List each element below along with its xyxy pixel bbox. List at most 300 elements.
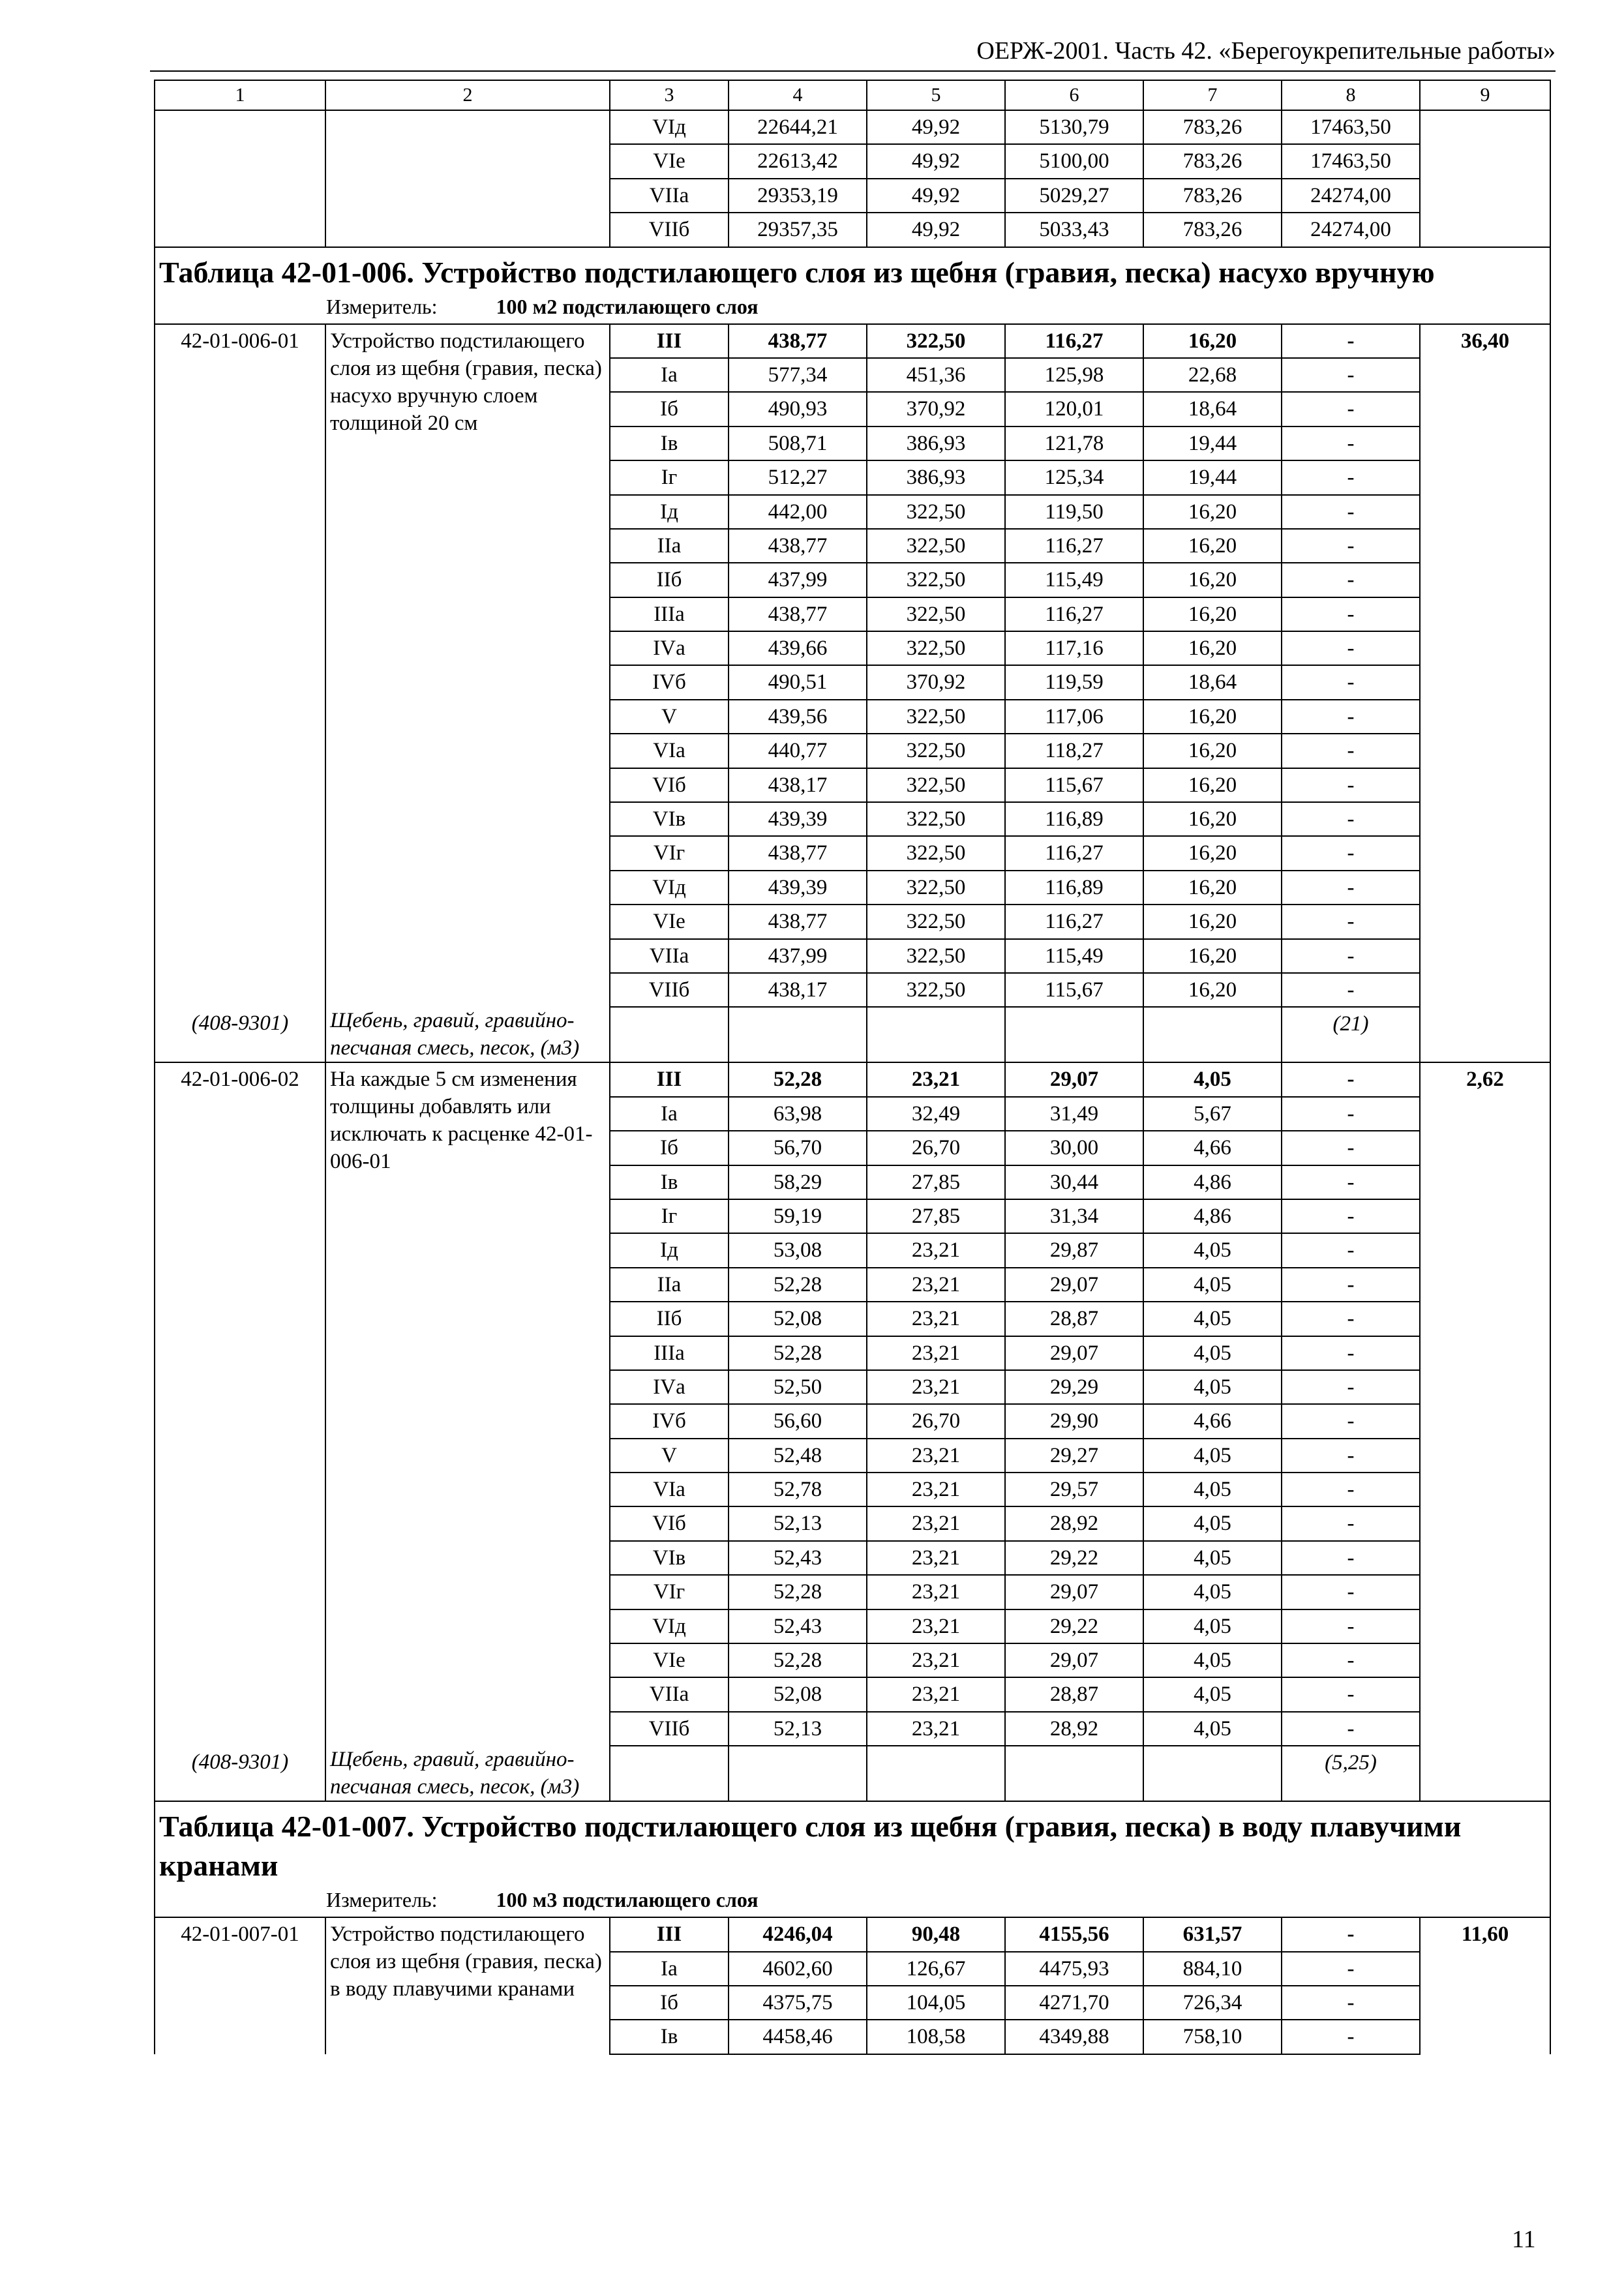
value-cell: 322,50 [867,324,1005,358]
value-cell: 884,10 [1143,1952,1282,1986]
value-cell: 116,89 [1005,802,1143,836]
value-cell: 117,06 [1005,700,1143,734]
value-cell: 90,48 [867,1917,1005,1951]
labor-cost: 36,40 [1420,324,1550,1008]
value-cell: 783,26 [1143,213,1282,247]
value-cell: 52,43 [729,1609,867,1643]
value-cell: 451,36 [867,358,1005,392]
value-cell: 29,07 [1005,1062,1143,1096]
value-cell: 16,20 [1143,871,1282,905]
value-cell: 29357,35 [729,213,867,247]
value-cell: 29,29 [1005,1370,1143,1404]
value-cell: 437,99 [729,939,867,973]
value-cell: 49,92 [867,144,1005,178]
value-cell: 119,50 [1005,495,1143,529]
empty-cell [729,1746,867,1801]
value-cell: 52,28 [729,1575,867,1609]
zone-cell: III [610,324,729,358]
value-cell: 16,20 [1143,802,1282,836]
header-divider [150,70,1556,72]
rate-code: 42-01-006-01 [155,324,325,1008]
zone-cell: Iв [610,426,729,460]
value-cell: 4246,04 [729,1917,867,1951]
zone-cell: VIб [610,1506,729,1540]
page-number: 11 [1512,2226,1536,2253]
value-cell: - [1282,939,1420,973]
value-cell: 115,49 [1005,939,1143,973]
value-cell: 116,27 [1005,529,1143,563]
value-cell: - [1282,1677,1420,1711]
value-cell: 490,93 [729,392,867,426]
unit-cell [155,1887,1550,1917]
value-cell: 31,34 [1005,1199,1143,1233]
value-cell: 52,48 [729,1439,867,1473]
value-cell: 322,50 [867,973,1005,1007]
value-cell: 438,77 [729,324,867,358]
value-cell: 439,56 [729,700,867,734]
zone-cell: IIб [610,1302,729,1336]
value-cell: 29,90 [1005,1404,1143,1438]
value-cell: 16,20 [1143,563,1282,597]
value-cell: - [1282,324,1420,358]
zone-cell: Iб [610,1986,729,2020]
zone-cell: Iг [610,460,729,494]
column-number-row [155,80,1550,110]
value-cell: 117,16 [1005,631,1143,665]
zone-cell: Iа [610,1952,729,1986]
zone-cell: VIа [610,1473,729,1506]
value-cell: 322,50 [867,700,1005,734]
zone-cell: VIа [610,734,729,768]
page-header [150,34,1556,73]
value-cell: 4,05 [1143,1712,1282,1746]
value-cell: 29,07 [1005,1575,1143,1609]
value-cell: - [1282,1370,1420,1404]
value-cell: 322,50 [867,871,1005,905]
zone-cell: VIд [610,110,729,144]
empty-cell [729,1007,867,1062]
table-row [155,1917,1550,1951]
labor-cost: 11,60 [1420,1917,1550,2054]
value-cell: - [1282,426,1420,460]
value-cell: - [1282,1268,1420,1302]
value-cell: 108,58 [867,2020,1005,2054]
zone-cell: VIIа [610,1677,729,1711]
value-cell: 104,05 [867,1986,1005,2020]
value-cell: - [1282,1506,1420,1540]
value-cell: 322,50 [867,836,1005,870]
rate-description: На каждые 5 см изменения толщины добавлять или исключать к расценке 42-01-006-01 [325,1062,610,1746]
value-cell: 23,21 [867,1677,1005,1711]
value-cell: - [1282,563,1420,597]
value-cell: 322,50 [867,631,1005,665]
unit-cell [155,293,1550,324]
zone-cell: Iв [610,2020,729,2054]
value-cell: 23,21 [867,1268,1005,1302]
value-cell: 52,28 [729,1268,867,1302]
value-cell: 22,68 [1143,358,1282,392]
value-cell: 577,34 [729,358,867,392]
value-cell: 4,05 [1143,1268,1282,1302]
empty-cell [867,1746,1005,1801]
zone-cell: VIд [610,871,729,905]
value-cell: 437,99 [729,563,867,597]
value-cell: 16,20 [1143,768,1282,802]
zone-cell: VIIб [610,1712,729,1746]
zone-cell: IIIа [610,597,729,631]
value-cell: 28,92 [1005,1506,1143,1540]
value-cell: 116,27 [1005,324,1143,358]
value-cell: - [1282,495,1420,529]
value-cell: 4349,88 [1005,2020,1143,2054]
value-cell: 31,49 [1005,1097,1143,1131]
value-cell: 438,77 [729,529,867,563]
zone-cell: IVа [610,631,729,665]
value-cell: 52,13 [729,1506,867,1540]
value-cell: 386,93 [867,426,1005,460]
value-cell: 438,17 [729,973,867,1007]
unit-label: Измеритель: [326,294,438,318]
unit-value: 100 м3 подстилающего слоя [496,1888,759,1912]
value-cell: - [1282,802,1420,836]
value-cell: - [1282,1986,1420,2020]
zone-cell: VIе [610,905,729,938]
value-cell: 442,00 [729,495,867,529]
value-cell: - [1282,905,1420,938]
value-cell: 783,26 [1143,110,1282,144]
value-cell: 63,98 [729,1097,867,1131]
material-quantity: (5,25) [1282,1746,1420,1801]
column-number: 1 [155,80,325,110]
zone-cell: V [610,1439,729,1473]
value-cell: 726,34 [1143,1986,1282,2020]
value-cell: 52,50 [729,1370,867,1404]
value-cell: 783,26 [1143,144,1282,178]
value-cell: 52,08 [729,1677,867,1711]
value-cell: 29353,19 [729,179,867,213]
value-cell: 16,20 [1143,631,1282,665]
value-cell: 440,77 [729,734,867,768]
value-cell: 53,08 [729,1233,867,1267]
empty-cell [1420,1746,1550,1801]
value-cell: 322,50 [867,529,1005,563]
value-cell: - [1282,1097,1420,1131]
value-cell: 28,87 [1005,1302,1143,1336]
value-cell: - [1282,1404,1420,1438]
value-cell: 22644,21 [729,110,867,144]
value-cell: 4271,70 [1005,1986,1143,2020]
value-cell: 18,64 [1143,665,1282,699]
value-cell: 125,98 [1005,358,1143,392]
value-cell: 29,22 [1005,1609,1143,1643]
value-cell: 5,67 [1143,1097,1282,1131]
value-cell: 27,85 [867,1165,1005,1199]
measurement-unit [155,1887,1550,1913]
zone-cell: Iг [610,1199,729,1233]
empty-cell [1420,1007,1550,1062]
value-cell: 4155,56 [1005,1917,1143,1951]
value-cell: 116,27 [1005,905,1143,938]
value-cell: 115,67 [1005,768,1143,802]
value-cell: 631,57 [1143,1917,1282,1951]
value-cell: - [1282,1712,1420,1746]
value-cell: 5100,00 [1005,144,1143,178]
description-cell [325,110,610,247]
column-number: 2 [325,80,610,110]
value-cell: 439,39 [729,802,867,836]
value-cell: 23,21 [867,1609,1005,1643]
value-cell: 322,50 [867,495,1005,529]
empty-cell [1143,1007,1282,1062]
value-cell: 19,44 [1143,460,1282,494]
value-cell: 758,10 [1143,2020,1282,2054]
value-cell: 16,20 [1143,973,1282,1007]
value-cell: - [1282,1439,1420,1473]
value-cell: 52,28 [729,1336,867,1370]
value-cell: 508,71 [729,426,867,460]
value-cell: 16,20 [1143,905,1282,938]
value-cell: - [1282,973,1420,1007]
value-cell: 118,27 [1005,734,1143,768]
value-cell: 116,27 [1005,836,1143,870]
value-cell: - [1282,1917,1420,1951]
value-cell: 18,64 [1143,392,1282,426]
value-cell: 4,86 [1143,1199,1282,1233]
zone-cell: IVб [610,1404,729,1438]
zone-cell: IIIа [610,1336,729,1370]
value-cell: 49,92 [867,213,1005,247]
value-cell: 5029,27 [1005,179,1143,213]
value-cell: 4,05 [1143,1609,1282,1643]
value-cell: - [1282,1643,1420,1677]
value-cell: 438,77 [729,836,867,870]
value-cell: 4475,93 [1005,1952,1143,1986]
value-cell: 16,20 [1143,700,1282,734]
value-cell: 30,44 [1005,1165,1143,1199]
value-cell: 439,66 [729,631,867,665]
value-cell: 322,50 [867,802,1005,836]
zone-cell: VIе [610,144,729,178]
value-cell: - [1282,836,1420,870]
value-cell: 52,43 [729,1541,867,1575]
zone-cell: IIа [610,1268,729,1302]
value-cell: 26,70 [867,1131,1005,1165]
zone-cell: VIе [610,1643,729,1677]
column-number: 5 [867,80,1005,110]
value-cell: - [1282,734,1420,768]
value-cell: 27,85 [867,1199,1005,1233]
value-cell: 23,21 [867,1712,1005,1746]
empty-cell [1005,1746,1143,1801]
table-row [155,324,1550,358]
zone-cell: IVа [610,1370,729,1404]
empty-cell [610,1007,729,1062]
value-cell: 322,50 [867,734,1005,768]
zone-cell: Iб [610,392,729,426]
zone-cell: Iа [610,358,729,392]
value-cell: - [1282,1062,1420,1096]
value-cell: 4,05 [1143,1473,1282,1506]
table-title-row [155,1801,1550,1887]
value-cell: - [1282,2020,1420,2054]
rate-code: 42-01-007-01 [155,1917,325,2054]
value-cell: 119,59 [1005,665,1143,699]
value-cell: 322,50 [867,597,1005,631]
value-cell: 5033,43 [1005,213,1143,247]
value-cell: 438,77 [729,597,867,631]
zone-cell: VIв [610,802,729,836]
value-cell: 4,05 [1143,1643,1282,1677]
value-cell: 49,92 [867,110,1005,144]
zone-cell: VIIб [610,973,729,1007]
value-cell: - [1282,1131,1420,1165]
value-cell: 26,70 [867,1404,1005,1438]
zone-cell: Iд [610,1233,729,1267]
table-title: Таблица 42-01-006. Устройство подстилающего слоя из щебня (гравия, песка) насухо вручную [155,247,1550,293]
empty-cell [1143,1746,1282,1801]
value-cell: - [1282,631,1420,665]
rate-description: Устройство подстилающего слоя из щебня (гравия, песка) в воду плавучими кранами [325,1917,610,2054]
unit-label: Измеритель: [326,1888,438,1912]
zone-cell: IIб [610,563,729,597]
value-cell: - [1282,1952,1420,1986]
material-name: Щебень, гравий, гравийно-песчаная смесь, песок, (м3) [325,1746,610,1801]
value-cell: 438,77 [729,905,867,938]
material-code: (408-9301) [155,1746,325,1801]
value-cell: 4,05 [1143,1062,1282,1096]
value-cell: 59,19 [729,1199,867,1233]
zone-cell: VIг [610,1575,729,1609]
value-cell: - [1282,1302,1420,1336]
value-cell: 23,21 [867,1233,1005,1267]
value-cell: 4,05 [1143,1439,1282,1473]
value-cell: 23,21 [867,1370,1005,1404]
material-quantity: (21) [1282,1007,1420,1062]
value-cell: 23,21 [867,1575,1005,1609]
value-cell: - [1282,1609,1420,1643]
measurement-unit [155,293,1550,320]
value-cell: 56,70 [729,1131,867,1165]
zone-cell: Iв [610,1165,729,1199]
empty-cell [1005,1007,1143,1062]
value-cell: 58,29 [729,1165,867,1199]
value-cell: 16,20 [1143,597,1282,631]
zone-cell: VIIа [610,179,729,213]
empty-cell [610,1746,729,1801]
zone-cell: VIд [610,1609,729,1643]
value-cell: - [1282,1165,1420,1199]
value-cell: 28,92 [1005,1712,1143,1746]
material-row [155,1007,1550,1062]
value-cell: 116,27 [1005,597,1143,631]
unit-row [155,1887,1550,1917]
value-cell: 4,05 [1143,1575,1282,1609]
value-cell: 17463,50 [1282,144,1420,178]
value-cell: 783,26 [1143,179,1282,213]
value-cell: 19,44 [1143,426,1282,460]
value-cell: 49,92 [867,179,1005,213]
column-number: 8 [1282,80,1420,110]
value-cell: - [1282,1575,1420,1609]
value-cell: - [1282,358,1420,392]
value-cell: - [1282,460,1420,494]
value-cell: 4,05 [1143,1506,1282,1540]
value-cell: 32,49 [867,1097,1005,1131]
material-code: (408-9301) [155,1007,325,1062]
value-cell: 370,92 [867,665,1005,699]
value-cell: 121,78 [1005,426,1143,460]
value-cell: 52,28 [729,1062,867,1096]
value-cell: 16,20 [1143,836,1282,870]
value-cell: 322,50 [867,939,1005,973]
rates-table [154,80,1551,2055]
value-cell: - [1282,1336,1420,1370]
value-cell: 23,21 [867,1439,1005,1473]
value-cell: 52,78 [729,1473,867,1506]
column-number: 3 [610,80,729,110]
value-cell: 4,86 [1143,1165,1282,1199]
value-cell: 16,20 [1143,529,1282,563]
value-cell: 4,66 [1143,1404,1282,1438]
value-cell: 52,13 [729,1712,867,1746]
value-cell: 126,67 [867,1952,1005,1986]
zone-cell: VIIб [610,213,729,247]
value-cell: 16,20 [1143,939,1282,973]
value-cell: - [1282,1541,1420,1575]
unit-value: 100 м2 подстилающего слоя [496,294,759,318]
value-cell: 16,20 [1143,495,1282,529]
value-cell: 4458,46 [729,2020,867,2054]
value-cell: 56,60 [729,1404,867,1438]
zone-cell: III [610,1062,729,1096]
value-cell: 120,01 [1005,392,1143,426]
zone-cell: VIг [610,836,729,870]
value-cell: 322,50 [867,563,1005,597]
rate-description: Устройство подстилающего слоя из щебня (гравия, песка) насухо вручную слоем толщиной 20 см [325,324,610,1008]
labor-cost: 2,62 [1420,1062,1550,1746]
value-cell: - [1282,768,1420,802]
value-cell: 5130,79 [1005,110,1143,144]
material-row [155,1746,1550,1801]
value-cell: 24274,00 [1282,213,1420,247]
value-cell: - [1282,1473,1420,1506]
code-cell [155,110,325,247]
value-cell: 22613,42 [729,144,867,178]
value-cell: 23,21 [867,1541,1005,1575]
value-cell: 438,17 [729,768,867,802]
column-number: 4 [729,80,867,110]
value-cell: 29,87 [1005,1233,1143,1267]
rate-code: 42-01-006-02 [155,1062,325,1746]
labor-cell [1420,110,1550,247]
value-cell: 4375,75 [729,1986,867,2020]
value-cell: - [1282,597,1420,631]
value-cell: 125,34 [1005,460,1143,494]
column-number: 7 [1143,80,1282,110]
value-cell: 439,39 [729,871,867,905]
value-cell: 16,20 [1143,324,1282,358]
table-row [155,1062,1550,1096]
value-cell: - [1282,700,1420,734]
value-cell: 4,05 [1143,1233,1282,1267]
value-cell: 29,07 [1005,1336,1143,1370]
value-cell: 322,50 [867,768,1005,802]
value-cell: 322,50 [867,905,1005,938]
zone-cell: Iб [610,1131,729,1165]
empty-cell [867,1007,1005,1062]
zone-cell: III [610,1917,729,1951]
value-cell: 4,05 [1143,1677,1282,1711]
